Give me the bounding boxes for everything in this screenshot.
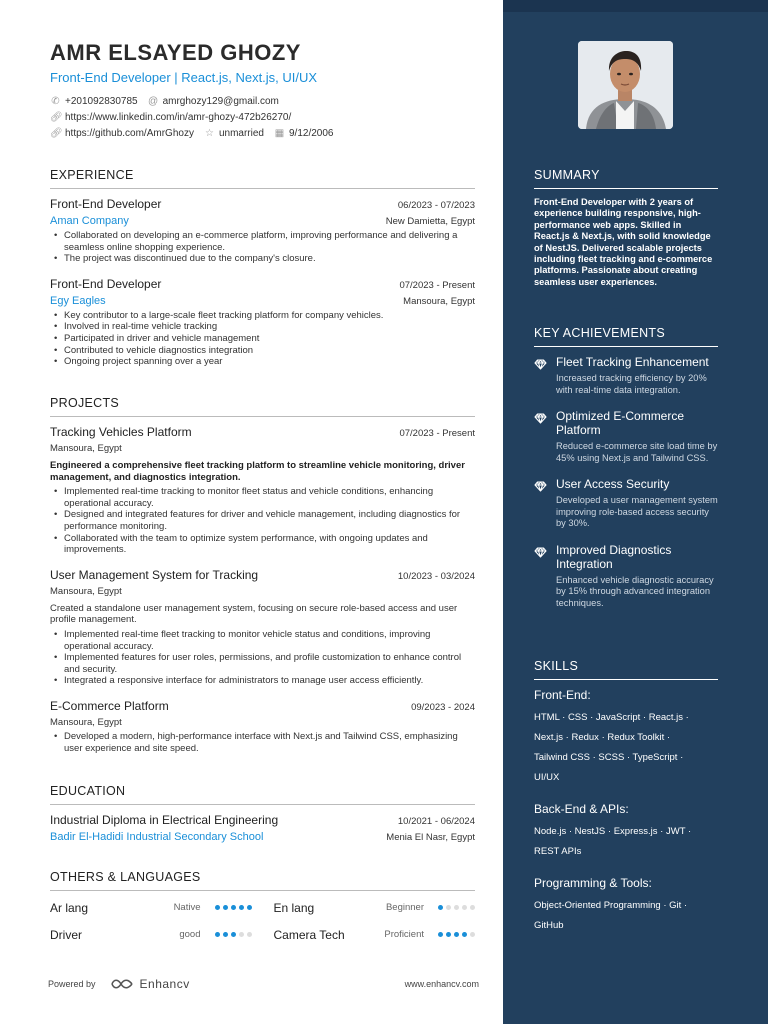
job-location: Mansoura, Egypt	[403, 295, 475, 307]
skill-line: HTML · CSS · JavaScript · React.js ·	[534, 712, 689, 723]
profile-photo	[578, 41, 673, 129]
phone[interactable]: ✆ +201092830785	[51, 95, 138, 107]
skill-group-title: Front-End:	[534, 688, 591, 702]
rating-dot	[454, 932, 459, 937]
job-bullets	[50, 230, 475, 265]
bullet: • Implemented features for user roles, permissions, and profile customization to enhance control and security.	[50, 652, 475, 675]
section-title: SKILLS	[534, 659, 718, 680]
skill-name: Driver	[50, 927, 82, 942]
skill-line: Object-Oriented Programming · Git ·	[534, 900, 688, 911]
rating-dots	[215, 905, 252, 910]
project-entry	[50, 699, 475, 754]
section-title: OTHERS & LANGUAGES	[50, 870, 475, 891]
skill-line: REST APIs	[534, 846, 582, 857]
candidate-name: AMR ELSAYED GHOZY	[50, 40, 301, 65]
rating-dot	[215, 932, 220, 937]
bullet: • Key contributor to a large-scale fleet tracking platform for company vehicles.	[50, 310, 475, 322]
job-date: 06/2023 - 07/2023	[397, 200, 475, 211]
project-date: 10/2023 - 03/2024	[397, 570, 475, 582]
education-section	[50, 784, 475, 851]
skill-level: Beginner	[385, 902, 424, 913]
star-icon: ☆	[204, 127, 214, 139]
summary-section	[534, 168, 718, 288]
project-bullets	[50, 629, 475, 687]
enhancv-brand-name: Enhancv	[139, 977, 190, 991]
diamond-icon	[534, 477, 548, 530]
contact-info	[50, 95, 475, 139]
sidebar-top-band	[503, 0, 768, 12]
skill-name: Ar lang	[50, 900, 89, 915]
bullet: • Implemented real-time tracking to monitor fleet status and vehicle conditions, enhancing operational accuracy.	[50, 486, 475, 509]
project-date: 07/2023 - Present	[399, 428, 475, 439]
rating-dot	[231, 932, 236, 937]
job-bullets	[50, 310, 475, 368]
achievement-item	[534, 477, 718, 530]
achievement-title: Optimized E-Commerce Platform	[556, 409, 685, 437]
skill-rating-item	[50, 899, 252, 916]
bullet: • Collaborated with the team to optimize system performance, with ongoing updates and improvements.	[50, 533, 475, 556]
school-name[interactable]: Badir El-Hadidi Industrial Secondary School	[50, 831, 264, 843]
skill-name: Camera Tech	[273, 927, 345, 942]
others-section	[50, 870, 475, 943]
rating-dot	[462, 905, 467, 910]
rating-dot	[470, 905, 475, 910]
skill-group-title: Programming & Tools:	[534, 876, 652, 890]
birthdate: ▦ 9/12/2006	[274, 127, 334, 139]
link-icon: 🔗︎	[50, 111, 63, 123]
enhancv-site-link[interactable]: www.enhancv.com	[404, 979, 479, 989]
project-entry	[50, 425, 475, 556]
achievement-title: User Access Security	[556, 477, 670, 491]
skill-rating-item	[274, 899, 476, 916]
skills-list	[534, 688, 718, 936]
email[interactable]: @ amrghozy129@gmail.com	[148, 95, 279, 107]
diamond-icon	[534, 409, 548, 464]
company-name[interactable]: Aman Company	[50, 215, 129, 227]
company-name[interactable]: Egy Eagles	[50, 294, 106, 307]
section-title: SUMMARY	[534, 168, 718, 189]
avatar-image	[578, 41, 673, 129]
education-entry	[50, 813, 475, 843]
marital-status: ☆ unmarried	[204, 127, 264, 139]
phone-icon: ✆	[51, 95, 60, 107]
powered-by-label: Powered by	[48, 979, 96, 989]
job-title: Front-End Developer	[50, 276, 162, 291]
rating-dot	[223, 905, 228, 910]
languages-grid	[50, 899, 475, 943]
rating-dot	[239, 905, 244, 910]
project-location: Mansoura, Egypt	[50, 585, 122, 597]
project-description: Engineered a comprehensive fleet tracking platform to streamline vehicle monitoring, driver management, and diagnostics integration.	[50, 460, 465, 483]
summary-text: Front-End Developer with 2 years of experience building responsive, high-performance web apps. Skilled in React.js & Next.js, with solid knowledge of NestJS. Delivered scalable projects including fleet tracking and e-commerce platforms. Passionate about creating seamless user experiences.	[534, 197, 713, 287]
rating-dot	[446, 905, 451, 910]
section-title: KEY ACHIEVEMENTS	[534, 326, 718, 347]
bullet: • Integrated a responsive interface for administrators to manage user access efficiently.	[50, 675, 475, 687]
section-title: EXPERIENCE	[50, 168, 475, 189]
section-title: PROJECTS	[50, 396, 475, 417]
rating-dot	[470, 932, 475, 937]
skill-group	[534, 688, 718, 788]
achievement-title: Improved Diagnostics Integration	[556, 542, 672, 571]
skill-line: Node.js · NestJS · Express.js · JWT ·	[534, 826, 692, 837]
calendar-icon: ▦	[274, 127, 285, 139]
achievement-description: Reduced e-commerce site load time by 45% using Next.js and Tailwind CSS.	[556, 441, 718, 463]
bullet: • Collaborated on developing an e-commerce platform, improving performance and delivering a seamless online shopping experience.	[50, 230, 475, 253]
bullet: • Ongoing project spanning over a year	[50, 356, 475, 368]
candidate-role: Front-End Developer | React.js, Next.js, UI/UX	[50, 70, 318, 85]
rating-dot	[446, 932, 451, 937]
skill-level: good	[179, 929, 201, 940]
skill-line: UI/UX	[534, 772, 560, 783]
rating-dot	[438, 905, 443, 910]
education-location: Menia El Nasr, Egypt	[386, 832, 475, 843]
project-date: 09/2023 - 2024	[411, 701, 475, 713]
skill-level: Native	[173, 902, 201, 913]
enhancv-logo-icon	[110, 978, 134, 990]
achievement-item	[534, 543, 718, 610]
skill-level: Proficient	[384, 929, 424, 940]
skill-rating-item	[274, 926, 476, 943]
github-link[interactable]: 🔗︎ https://github.com/AmrGhozy	[50, 127, 194, 139]
linkedin-link[interactable]: 🔗︎ https://www.linkedin.com/in/amr-ghozy-472b26270/	[50, 111, 292, 123]
rating-dot	[438, 932, 443, 937]
bullet: • Contributed to vehicle diagnostics integration	[50, 345, 475, 357]
skill-line: Tailwind CSS · SCSS · TypeScript ·	[534, 752, 684, 763]
bullet: • Designed and integrated features for driver and vehicle management, including diagnostics for performance monitoring.	[50, 509, 475, 532]
achievement-description: Increased tracking efficiency by 20% with real-time data integration.	[556, 373, 707, 395]
rating-dot	[462, 932, 467, 937]
project-title: Tracking Vehicles Platform	[50, 425, 192, 439]
project-location: Mansoura, Egypt	[50, 443, 122, 454]
job-location: New Damietta, Egypt	[385, 216, 475, 227]
bullet: • Implemented real-time fleet tracking to monitor vehicle status and conditions, improving operational accuracy.	[50, 629, 475, 652]
skill-line: Next.js · Redux · Redux Toolkit ·	[534, 732, 671, 743]
rating-dot	[215, 905, 220, 910]
achievement-item	[534, 409, 718, 464]
rating-dot	[239, 932, 244, 937]
diamond-icon	[534, 543, 548, 610]
project-location: Mansoura, Egypt	[50, 716, 122, 728]
achievement-title: Fleet Tracking Enhancement	[556, 355, 709, 369]
education-date: 10/2021 - 06/2024	[397, 816, 475, 827]
rating-dot	[231, 905, 236, 910]
link-icon: 🔗︎	[50, 127, 63, 139]
footer	[48, 977, 479, 991]
project-entry	[50, 568, 475, 687]
experience-section	[50, 168, 475, 376]
skill-group-title: Back-End & APIs:	[534, 802, 629, 816]
job-title: Front-End Developer	[50, 197, 162, 211]
project-bullets	[50, 486, 475, 556]
rating-dots	[438, 932, 475, 937]
rating-dots	[438, 905, 475, 910]
experience-entry	[50, 197, 475, 265]
projects-section	[50, 396, 475, 762]
project-bullets	[50, 731, 475, 754]
at-icon: @	[148, 95, 159, 107]
bullet: • Participated in driver and vehicle management	[50, 333, 475, 345]
skills-section	[534, 659, 718, 950]
rating-dot	[247, 932, 252, 937]
achievement-description: Developed a user management system improving role-based access security by 30%.	[556, 495, 718, 528]
job-date: 07/2023 - Present	[399, 279, 475, 291]
project-description: Created a standalone user management system, focusing on secure role-based access and user profile management.	[50, 602, 458, 626]
rating-dots	[215, 932, 252, 937]
rating-dot	[223, 932, 228, 937]
rating-dot	[247, 905, 252, 910]
degree-title: Industrial Diploma in Electrical Engineering	[50, 813, 279, 827]
skill-rating-item	[50, 926, 252, 943]
bullet: • Developed a modern, high-performance interface with Next.js and Tailwind CSS, emphasizing user experience and site speed.	[50, 731, 475, 754]
bullet: • Involved in real-time vehicle tracking	[50, 321, 475, 333]
diamond-icon	[534, 355, 548, 396]
experience-entry	[50, 277, 475, 368]
section-title: EDUCATION	[50, 784, 475, 805]
achievements-list	[534, 355, 718, 609]
skill-group	[534, 876, 718, 936]
skill-group	[534, 802, 718, 862]
skill-name: En lang	[273, 900, 315, 915]
bullet: • The project was discontinued due to the company's closure.	[50, 253, 475, 265]
rating-dot	[454, 905, 459, 910]
achievement-description: Enhanced vehicle diagnostic accuracy by 15% through advanced integration techniques.	[556, 574, 714, 608]
achievement-item	[534, 355, 718, 396]
enhancv-logo[interactable]	[110, 977, 190, 991]
achievements-section	[534, 326, 718, 622]
project-title: User Management System for Tracking	[50, 567, 259, 582]
skill-line: GitHub	[534, 920, 564, 931]
project-title: E-Commerce Platform	[50, 698, 169, 713]
